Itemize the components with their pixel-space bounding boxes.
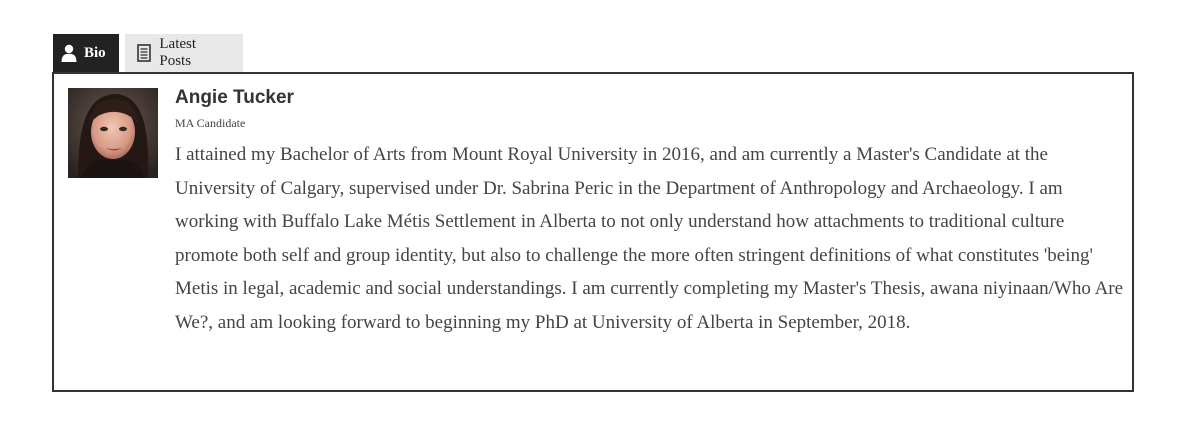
tab-latest-posts[interactable] (125, 34, 243, 72)
author-bio-text: I attained my Bachelor of Arts from Mount Royal University in 2016, and am currently a Master's Candidate at the University of Calgary, supervised under Dr. Sabrina Peric in the Department of Anthropology and Archaeology. I am working with Buffalo Lake Métis Settlement in Alberta to not only understand how attachments to traditional culture promote both self and group identity, but also to challenge the more often stringent definitions of what constitutes 'being' Metis in legal, academic and social understandings. I am currently completing my Master's Thesis, awana niyinaan/Who Are We?, and am looking forward to beginning my PhD at University of Alberta in September, 2018. (175, 144, 1124, 333)
tab-bio[interactable] (53, 34, 119, 72)
author-details (175, 86, 1125, 339)
document-icon (135, 44, 152, 62)
author-name: Angie Tucker (175, 87, 294, 108)
author-role: MA Candidate (175, 116, 246, 130)
author-box-tabs (53, 34, 243, 72)
author-bio-panel (52, 72, 1134, 392)
tab-bio-label: Bio (84, 44, 106, 61)
tab-latest-posts-label: Latest Posts (159, 36, 197, 69)
user-icon (61, 44, 77, 62)
avatar (68, 88, 158, 178)
